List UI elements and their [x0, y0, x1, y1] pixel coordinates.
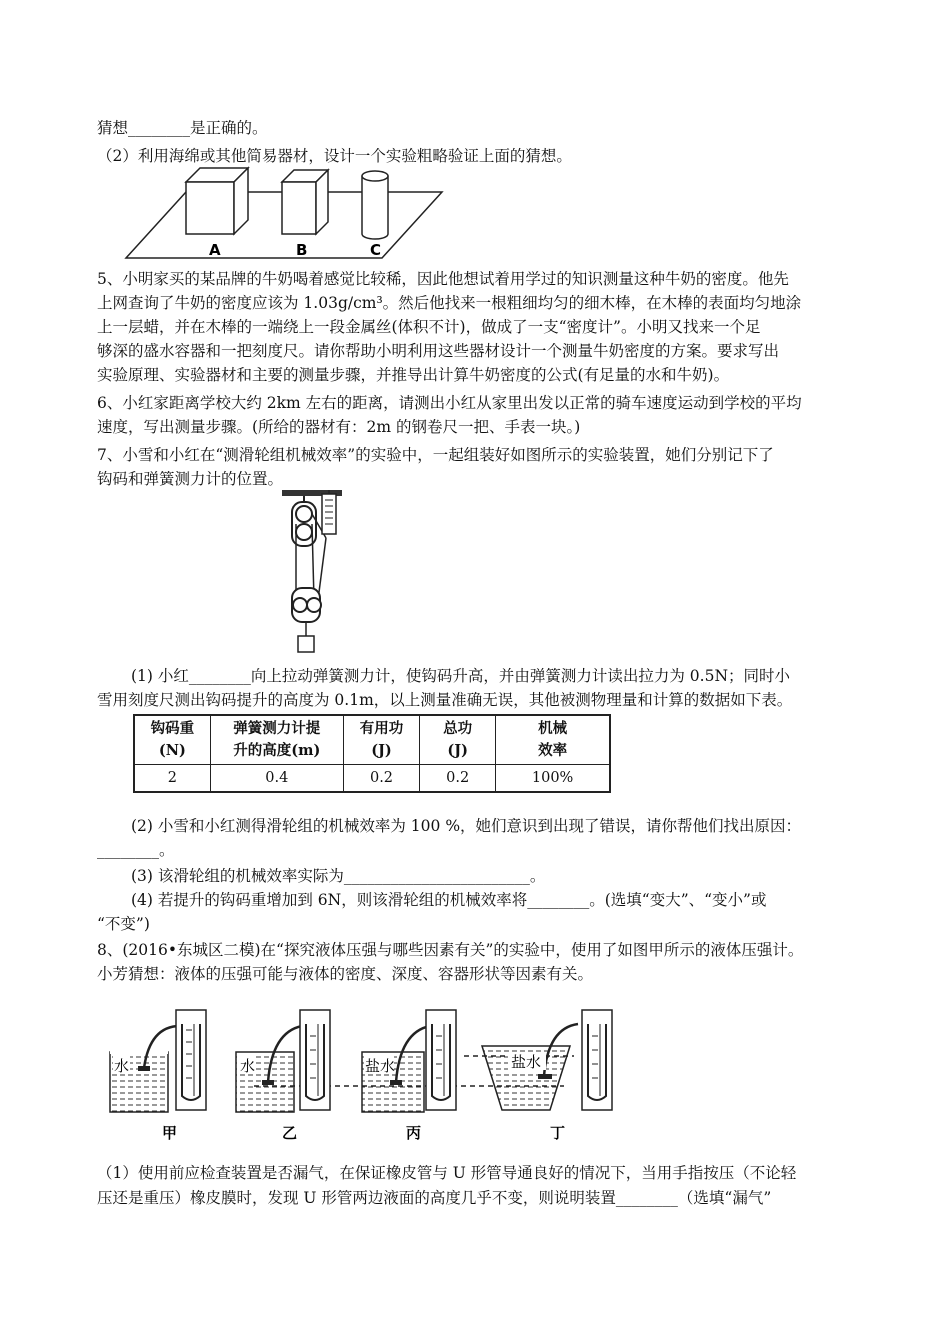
text-line: 速度，写出测量步骤。(所给的器材有：2m 的钢卷尺一把、手表一块。)	[97, 418, 581, 436]
text-line: 6、小红家距离学校大约 2km 左右的距离，请测出小红从家里出发以正常的骑车速度运动到学校的平均	[97, 394, 802, 412]
table-cell: 0.4	[210, 765, 343, 793]
table-cell: 2	[134, 765, 210, 793]
text-line: 雪用刻度尺测出钩码提升的高度为 0.1m，以上测量准确无误，其他被测物理量和计算的数据如下表。	[97, 691, 793, 709]
text-line: 上一层蜡，并在木棒的一端绕上一段金属丝(体积不计)，做成了一支“密度计”。小明又找来一个足	[97, 318, 761, 336]
text-line: “不变”)	[97, 915, 150, 933]
text-line: 7、小雪和小红在“测滑轮组机械效率”的实验中，一起组装好如图所示的实验装置，她们分别记下了	[97, 446, 774, 464]
table-cell: 100%	[496, 765, 610, 793]
efficiency-table	[133, 714, 611, 793]
table-header: 总功 (J)	[420, 715, 496, 765]
table-header: 弹簧测力计提 升的高度(m)	[210, 715, 343, 765]
pressure-figure	[104, 1006, 644, 1144]
pulley-figure	[278, 488, 348, 658]
table-header: 有用功 (J)	[343, 715, 419, 765]
table-cell: 0.2	[420, 765, 496, 793]
figure-caption: 丁	[550, 1124, 566, 1142]
text-line: ________。	[97, 841, 175, 859]
block-label-b: B	[296, 241, 308, 259]
text-line: (3) 该滑轮组的机械效率实际为________________________。	[131, 867, 546, 885]
gauge-ding	[482, 1010, 612, 1110]
liquid-label: 盐水	[365, 1057, 396, 1075]
block-label-a: A	[209, 241, 221, 259]
figure-caption: 丙	[406, 1124, 422, 1142]
text-line: (2) 小雪和小红测得滑轮组的机械效率为 100 %，她们意识到出现了错误，请你帮他们找出原因：	[131, 817, 802, 835]
figure-caption: 乙	[282, 1124, 298, 1142]
blocks-figure	[124, 166, 444, 260]
text-line: (4) 若提升的钩码重增加到 6N，则该滑轮组的机械效率将________。(选填“变大”、“变小”或	[131, 891, 767, 909]
text-line: 小芳猜想：液体的压强可能与液体的密度、深度、容器形状等因素有关。	[97, 965, 594, 983]
text-line: 够深的盛水容器和一把刻度尺。请你帮助小明利用这些器材设计一个测量牛奶密度的方案。要求写出	[97, 342, 780, 360]
liquid-label: 盐水	[511, 1053, 542, 1071]
text-line: 上网查询了牛奶的密度应该为 1.03g/cm³。然后他找来一根粗细均匀的细木棒，在木棒的表面均匀地涂	[97, 294, 802, 312]
text-line: (1) 小红________向上拉动弹簧测力计，使钩码升高，并由弹簧测力计读出拉力为 0.5N；同时小	[131, 667, 791, 685]
text-line: （1）使用前应检查装置是否漏气，在保证橡皮管与 U 形管导通良好的情况下，当用手指按压（不论轻	[97, 1164, 797, 1182]
table-header: 机械 效率	[496, 715, 610, 765]
block-label-c: C	[370, 241, 382, 259]
text-line: （2）利用海绵或其他简易器材，设计一个实验粗略验证上面的猜想。	[97, 147, 572, 165]
text-line: 钩码和弹簧测力计的位置。	[97, 470, 284, 488]
text-line: 压还是重压）橡皮膜时，发现 U 形管两边液面的高度几乎不变，则说明装置________（选填“漏气”	[97, 1189, 772, 1207]
text-line: 实验原理、实验器材和主要的测量步骤，并推导出计算牛奶密度的公式(有足量的水和牛奶)。	[97, 366, 730, 384]
liquid-label: 水	[240, 1057, 256, 1075]
table-row	[134, 765, 610, 793]
table-header: 钩码重 (N)	[134, 715, 210, 765]
liquid-label: 水	[114, 1057, 130, 1075]
text-line: 8、(2016•东城区二模)在“探究液体压强与哪些因素有关”的实验中，使用了如图甲所示的液体压强计。	[97, 941, 804, 959]
figure-caption: 甲	[162, 1124, 178, 1142]
text-line: 猜想________是正确的。	[97, 119, 268, 137]
text-line: 5、小明家买的某品牌的牛奶喝着感觉比较稀，因此他想试着用学过的知识测量这种牛奶的密度。他先	[97, 270, 789, 288]
table-cell: 0.2	[343, 765, 419, 793]
